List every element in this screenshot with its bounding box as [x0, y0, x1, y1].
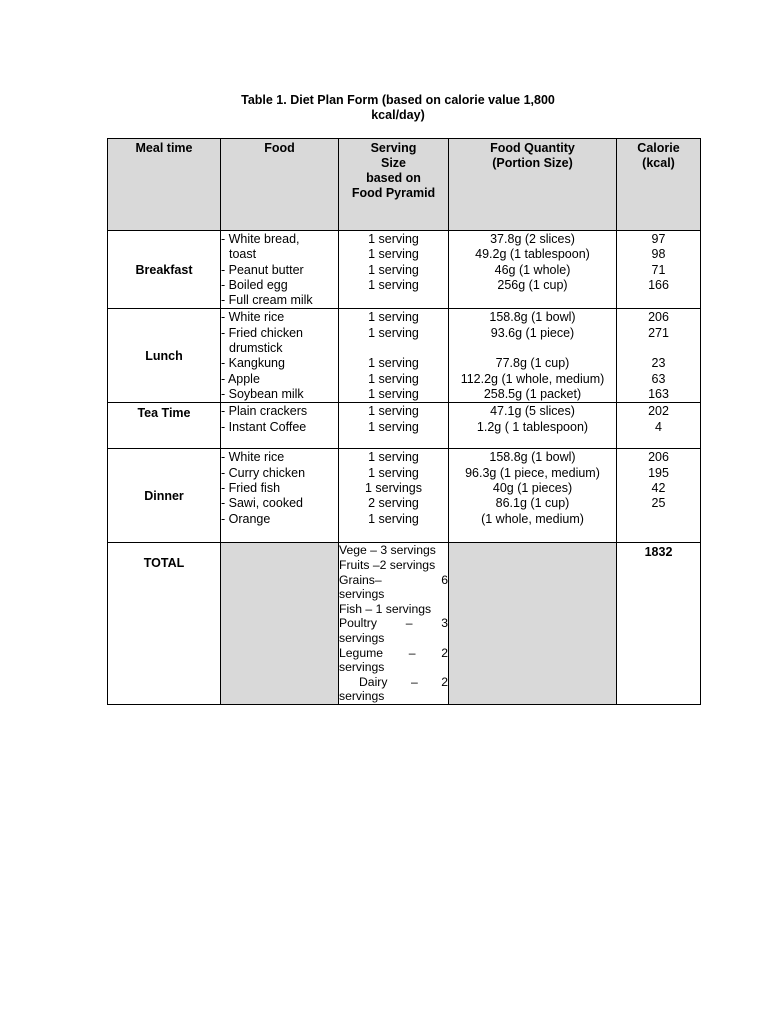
meal-cell: Tea Time	[108, 403, 221, 449]
food-cell: - White rice - Curry chicken - Fried fish - Sawi, cooked - Orange	[221, 449, 339, 543]
header-meal-time: Meal time	[108, 139, 221, 231]
food-cell: - White rice - Fried chicken drumstick - Kangkung - Apple - Soybean milk	[221, 309, 339, 403]
table-caption	[190, 93, 606, 123]
serving-cell: 1 serving 1 serving 1 serving 1 serving	[339, 231, 449, 309]
total-food-cell	[221, 543, 339, 705]
diet-plan-table	[107, 138, 701, 705]
servings-line: Poultry – 3	[339, 616, 448, 631]
table-row-total	[108, 543, 701, 705]
header-food-quantity: Food Quantity (Portion Size)	[449, 139, 617, 231]
quantity-cell: 37.8g (2 slices) 49.2g (1 tablespoon) 46g (1 whole) 256g (1 cup)	[449, 231, 617, 309]
food-cell: - Plain crackers - Instant Coffee	[221, 403, 339, 449]
total-quantity-cell	[449, 543, 617, 705]
servings-line: Dairy – 2	[359, 674, 448, 689]
meal-cell: Dinner	[108, 449, 221, 543]
table-caption-line2: kcal/day)	[371, 108, 425, 122]
servings-line: Legume – 2	[339, 645, 448, 660]
total-servings-cell	[339, 543, 449, 705]
calorie-cell: 97 98 71 166	[617, 231, 701, 309]
meal-cell: Breakfast	[108, 231, 221, 309]
servings-line: Grains– 6	[339, 572, 448, 587]
serving-cell: 1 serving 1 serving 1 servings 2 serving 1 serving	[339, 449, 449, 543]
serving-cell: 1 serving 1 serving 1 serving 1 serving 1 serving	[339, 309, 449, 403]
header-row	[108, 139, 701, 231]
table-row-dinner	[108, 449, 701, 543]
servings-line: servings	[339, 587, 385, 602]
quantity-cell: 158.8g (1 bowl) 96.3g (1 piece, medium) 40g (1 pieces) 86.1g (1 cup) (1 whole, medium)	[449, 449, 617, 543]
servings-line: servings	[339, 660, 385, 675]
table-caption-line1: Table 1. Diet Plan Form (based on calorie value 1,800	[241, 93, 555, 107]
total-label-cell: TOTAL	[108, 543, 221, 705]
servings-line: Fruits –2 servings	[339, 558, 436, 573]
table-row-lunch	[108, 309, 701, 403]
table-row-breakfast	[108, 231, 701, 309]
servings-line: Fish – 1 servings	[339, 601, 432, 616]
calorie-cell: 206 271 23 63 163	[617, 309, 701, 403]
calorie-cell: 202 4	[617, 403, 701, 449]
total-calorie-cell: 1832	[617, 543, 701, 705]
food-cell: - White bread, toast - Peanut butter - Boiled egg - Full cream milk	[221, 231, 339, 309]
header-food: Food	[221, 139, 339, 231]
quantity-cell: 158.8g (1 bowl) 93.6g (1 piece) 77.8g (1 cup) 112.2g (1 whole, medium) 258.5g (1 packet)	[449, 309, 617, 403]
quantity-cell: 47.1g (5 slices) 1.2g ( 1 tablespoon)	[449, 403, 617, 449]
calorie-cell: 206 195 42 25	[617, 449, 701, 543]
header-serving-size: Serving Size based on Food Pyramid	[339, 139, 449, 231]
table-row-tea-time	[108, 403, 701, 449]
serving-cell: 1 serving 1 serving	[339, 403, 449, 449]
servings-line: Vege – 3 servings	[339, 543, 436, 558]
servings-line: servings	[339, 689, 385, 704]
meal-cell: Lunch	[108, 309, 221, 403]
header-calorie: Calorie (kcal)	[617, 139, 701, 231]
servings-line: servings	[339, 631, 385, 646]
